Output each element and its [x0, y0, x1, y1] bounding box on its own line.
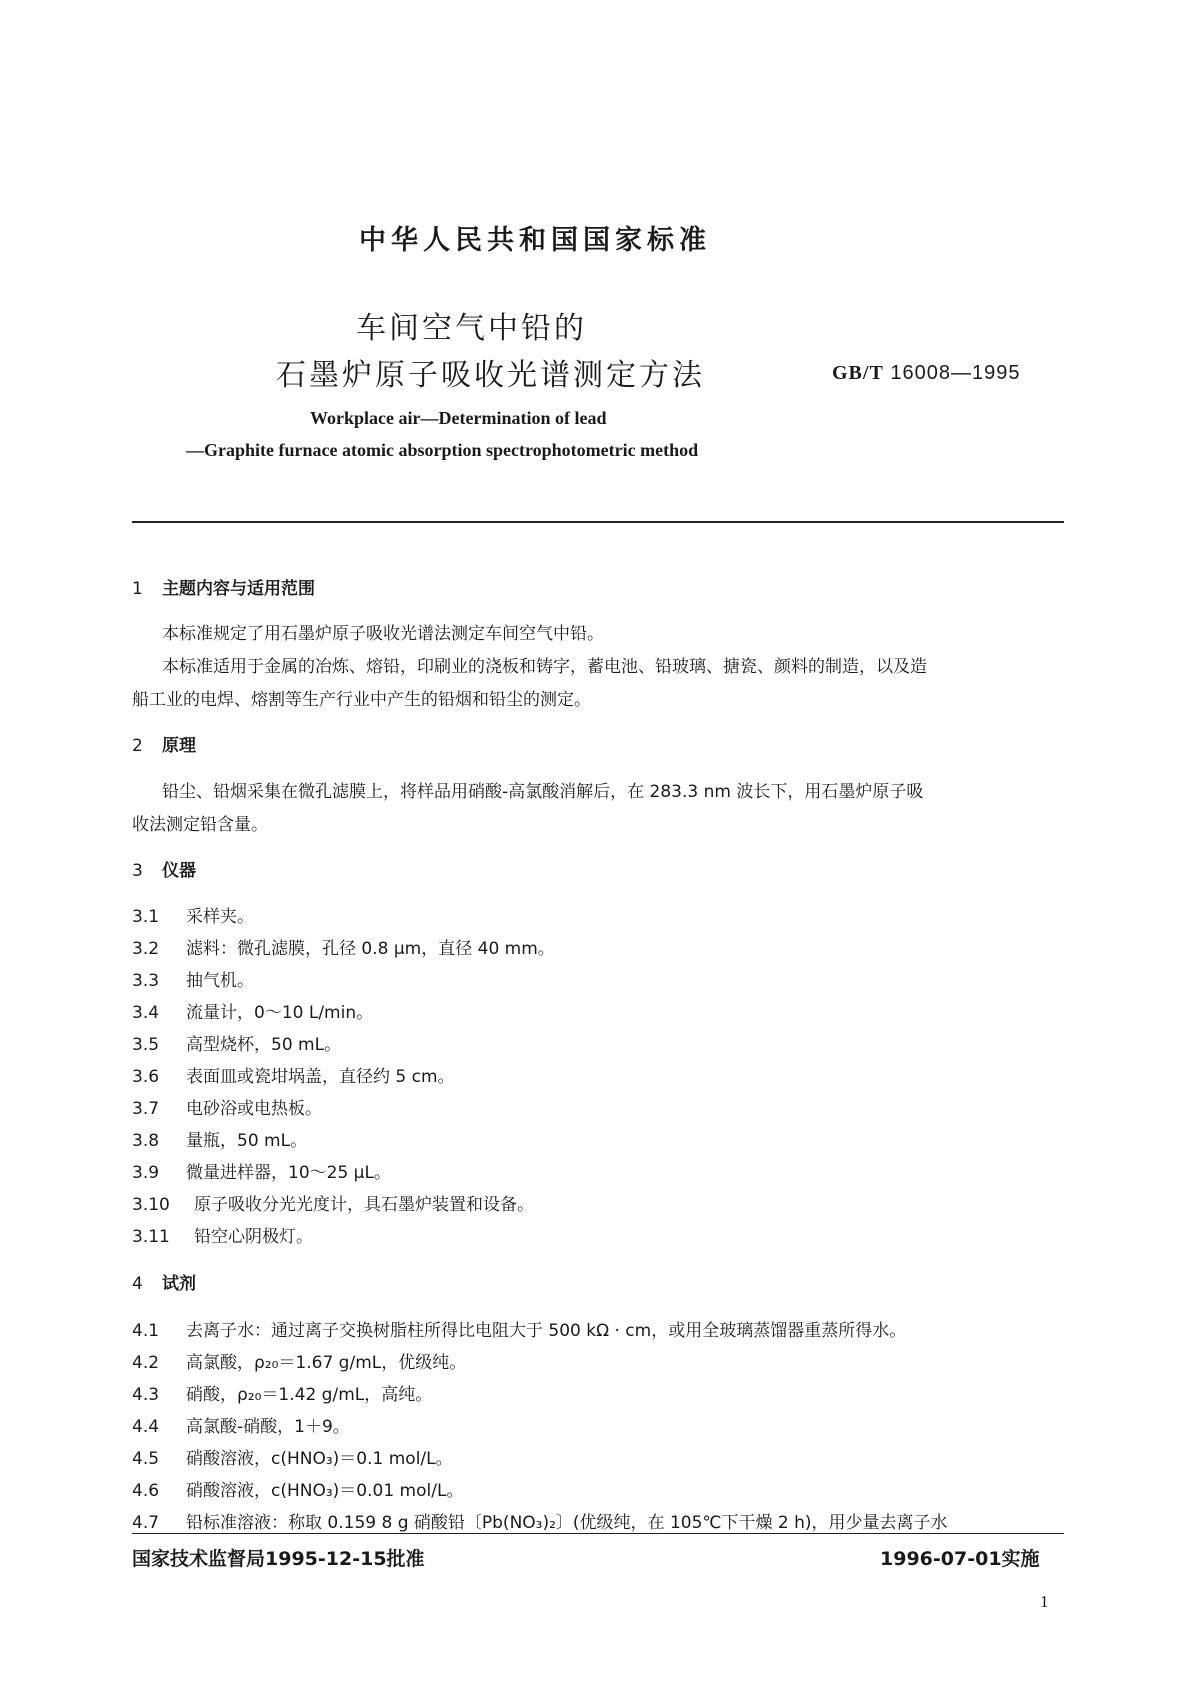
item-text: 微量进样器，10～25 μL。 — [186, 1163, 391, 1183]
section-2-paragraph-line-2: 收法测定铅含量。 — [132, 815, 268, 835]
list-item — [132, 1030, 341, 1055]
item-text: 去离子水：通过离子交换树脂柱所得比电阻大于 500 kΩ · cm，或用全玻璃蒸馏器重蒸所得水。 — [186, 1321, 907, 1341]
section-title: 主题内容与适用范围 — [162, 579, 315, 599]
item-text: 硝酸溶液，c(HNO₃)＝0.01 mol/L。 — [186, 1481, 464, 1501]
list-item — [132, 1444, 453, 1469]
item-text: 铅标准溶液：称取 0.159 8 g 硝酸铅〔Pb(NO₃)₂〕(优级纯，在 105℃下干燥 2 h)，用少量去离子水 — [186, 1513, 948, 1533]
item-number: 3.5 — [132, 1035, 160, 1055]
section-number: 1 — [132, 579, 143, 599]
section-4-heading — [132, 1269, 196, 1294]
list-item — [132, 1190, 534, 1215]
section-1-paragraph-2-line-1: 本标准适用于金属的冶炼、熔铅，印刷业的浇板和铸字，蓄电池、铅玻璃、搪瓷、颜料的制造，以及造 — [162, 657, 927, 677]
item-text: 电砂浴或电热板。 — [186, 1099, 322, 1119]
item-text: 高氯酸-硝酸，1＋9。 — [186, 1417, 350, 1437]
item-number: 3.8 — [132, 1131, 160, 1151]
list-item — [132, 1158, 391, 1183]
section-2-heading — [132, 731, 196, 756]
item-text: 高型烧杯，50 mL。 — [186, 1035, 342, 1055]
item-text: 原子吸收分光光度计，具石墨炉装置和设备。 — [194, 1195, 534, 1215]
list-item — [132, 1094, 322, 1119]
section-title: 仪器 — [162, 861, 196, 881]
section-title: 原理 — [162, 736, 196, 756]
page-number: 1 — [1040, 1592, 1049, 1611]
list-item — [132, 1380, 432, 1405]
title-line-1: 车间空气中铅的 — [356, 311, 587, 346]
list-item — [132, 998, 373, 1023]
list-item — [132, 902, 254, 927]
list-item — [132, 1412, 350, 1437]
list-item — [132, 1126, 307, 1151]
english-title-line-1: Workplace air—Determination of lead — [310, 408, 607, 428]
list-item — [132, 1508, 1064, 1534]
list-item — [132, 934, 555, 959]
title-line-2: 石墨炉原子吸收光谱测定方法 — [276, 358, 705, 393]
item-number: 3.1 — [132, 907, 160, 927]
list-item — [132, 1316, 906, 1341]
item-text: 表面皿或瓷坩埚盖，直径约 5 cm。 — [186, 1067, 455, 1087]
item-number: 4.4 — [132, 1417, 160, 1437]
standard-code: 16008—1995 — [890, 362, 1021, 384]
effective-date: 1996-07-01实施 — [880, 1548, 1040, 1570]
section-1-paragraph-1: 本标准规定了用石墨炉原子吸收光谱法测定车间空气中铅。 — [162, 624, 604, 644]
item-number: 3.3 — [132, 971, 160, 991]
item-number: 4.6 — [132, 1481, 160, 1501]
item-text: 铅空心阴极灯。 — [194, 1227, 313, 1247]
national-standard-heading: 中华人民共和国国家标准 — [359, 225, 711, 256]
list-item — [132, 966, 254, 991]
standard-prefix: GB/T — [832, 362, 884, 384]
item-text: 抽气机。 — [186, 971, 254, 991]
list-item — [132, 1062, 455, 1087]
item-number: 3.6 — [132, 1067, 160, 1087]
item-text: 采样夹。 — [186, 907, 254, 927]
english-title-line-2: —Graphite furnace atomic absorption spectrophotometric method — [186, 440, 699, 460]
item-text: 高氯酸，ρ₂₀＝1.67 g/mL，优级纯。 — [186, 1353, 467, 1373]
section-number: 3 — [132, 861, 143, 881]
list-item — [132, 1222, 313, 1247]
item-number: 3.9 — [132, 1163, 160, 1183]
item-number: 4.3 — [132, 1385, 160, 1405]
list-item — [132, 1476, 463, 1501]
item-text: 硝酸溶液，c(HNO₃)＝0.1 mol/L。 — [186, 1449, 453, 1469]
section-title: 试剂 — [162, 1274, 196, 1294]
item-number: 4.7 — [132, 1513, 160, 1533]
approval-line: 国家技术监督局1995-12-15批准 — [132, 1548, 425, 1570]
section-2-paragraph-line-1: 铅尘、铅烟采集在微孔滤膜上，将样品用硝酸-高氯酸消解后，在 283.3 nm 波长下，用石墨炉原子吸 — [162, 782, 924, 802]
standard-number — [832, 362, 1020, 385]
section-number: 4 — [132, 1274, 143, 1294]
item-number: 3.4 — [132, 1003, 160, 1023]
item-number: 4.5 — [132, 1449, 160, 1469]
item-number: 3.7 — [132, 1099, 160, 1119]
section-1-paragraph-2-line-2: 船工业的电焊、熔割等生产行业中产生的铅烟和铅尘的测定。 — [132, 690, 591, 710]
item-text: 量瓶，50 mL。 — [186, 1131, 308, 1151]
header-divider — [132, 521, 1064, 523]
item-number: 3.10 — [132, 1195, 170, 1215]
item-number: 3.11 — [132, 1227, 170, 1247]
item-text: 滤料：微孔滤膜，孔径 0.8 μm，直径 40 mm。 — [186, 939, 555, 959]
section-3-heading — [132, 856, 196, 881]
section-number: 2 — [132, 736, 143, 756]
section-1-heading — [132, 574, 315, 599]
item-number: 4.1 — [132, 1321, 160, 1341]
item-text: 流量计，0～10 L/min。 — [186, 1003, 374, 1023]
list-item — [132, 1348, 466, 1373]
item-text: 硝酸，ρ₂₀＝1.42 g/mL，高纯。 — [186, 1385, 433, 1405]
item-number: 3.2 — [132, 939, 160, 959]
item-number: 4.2 — [132, 1353, 160, 1373]
